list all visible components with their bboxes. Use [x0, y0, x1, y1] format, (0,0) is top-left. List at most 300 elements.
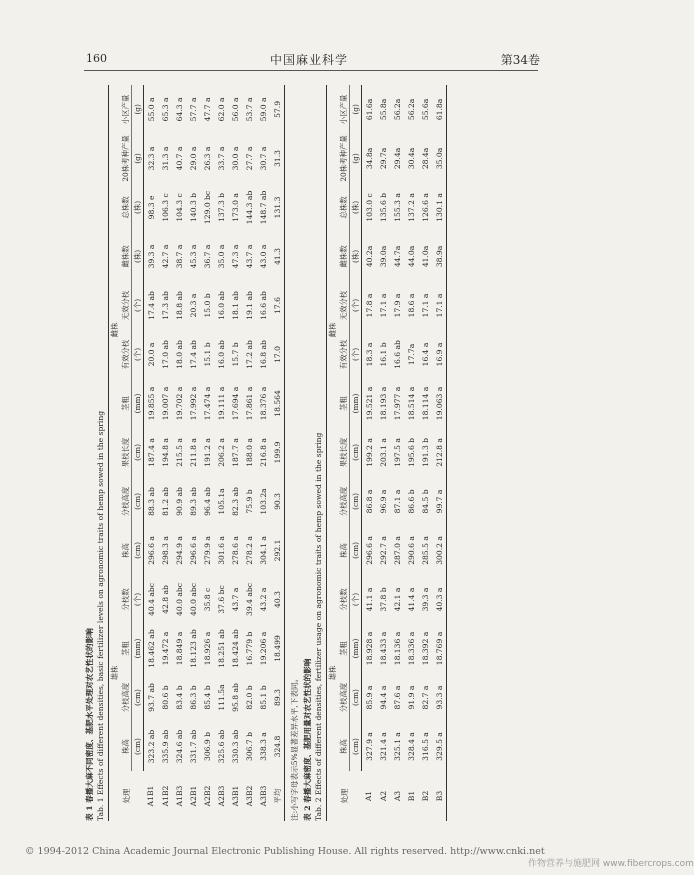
- table2-cell: 56.2a: [406, 98, 416, 121]
- table1-cell: 330.3 ab: [230, 729, 240, 764]
- table1-cell: 148.7 ab: [258, 190, 268, 225]
- table2-cell: 87.1 a: [392, 489, 402, 514]
- table1-cell: 103.2a: [258, 488, 268, 515]
- table1-cell: 17.4 ab: [146, 291, 156, 320]
- table2-col-header: 分枝高度: [338, 477, 350, 526]
- table2-header-row: [338, 85, 350, 821]
- table2-cell: 285.5 a: [420, 536, 430, 565]
- table2-group-female: 雌株: [327, 85, 339, 575]
- table1-cell: A1B2: [160, 785, 170, 807]
- table1-cell: 296.6 a: [188, 536, 198, 565]
- journal-name: 中国麻业科学: [269, 53, 348, 67]
- table2-cell: 34.8a: [364, 147, 374, 170]
- table1-cell: 17.0: [270, 330, 285, 379]
- table1-col-unit: (个): [132, 330, 144, 379]
- table1-group-female: 雌株: [109, 85, 121, 575]
- table1-cell: 131.3: [270, 183, 285, 232]
- table1-cell: 301.6 a: [216, 536, 226, 565]
- table1-cell: 85.1 b: [258, 685, 268, 710]
- table1-col-header: 分枝高度: [120, 477, 132, 526]
- table2-col-unit: (cm): [350, 428, 362, 477]
- table1-cell: 18.8 ab: [174, 291, 184, 320]
- table1-col-header: 小区产量: [120, 85, 132, 134]
- table1-col-unit: (株): [132, 183, 144, 232]
- table1-cell: 32.3 a: [146, 146, 156, 171]
- table2-cell: 91.9 a: [406, 685, 416, 710]
- table2-col-header: 有效分枝: [338, 330, 350, 379]
- table1-cell: A2B1: [188, 785, 198, 807]
- table1-cell: 111.5a: [216, 684, 226, 711]
- table1-cell: A3B3: [258, 785, 268, 807]
- table1-cell: 17.3 ab: [160, 291, 170, 320]
- table2-cell: 290.6 a: [406, 536, 416, 565]
- table2-title-en: Tab. 2 Effects of different densities, fertilizer usage on agronomic traits of hemp sowed in the spring: [314, 432, 323, 821]
- table1-cell: 15.1 b: [202, 342, 212, 367]
- table1-cell: 17.474 a: [202, 386, 212, 421]
- table2-col-header: 小区产量: [338, 85, 350, 134]
- table1-cell: 35.8 c: [202, 587, 212, 612]
- table1-cell: 29.0 a: [188, 146, 198, 171]
- table2-cell: B3: [432, 771, 447, 821]
- table2-col-header: 雌株数: [338, 232, 350, 281]
- table1-col-header: 分枝高度: [120, 673, 132, 722]
- table1-cell: 42.7 a: [160, 244, 170, 269]
- table2-col-header: 茎粗: [338, 624, 350, 673]
- table2-body: [362, 85, 447, 821]
- table1-cell: 57.9: [270, 85, 285, 134]
- table1-row: [186, 85, 200, 821]
- table2-col-header: 分枝高度: [338, 673, 350, 722]
- table2-col-unit: (株): [350, 183, 362, 232]
- table1-cell: 18.424 ab: [230, 629, 240, 668]
- table1-col-header: 无效分枝: [120, 281, 132, 330]
- table2-col-unit: (个): [350, 330, 362, 379]
- table1-cell: 96.4 ab: [202, 487, 212, 516]
- table1-cell: 16.0 ab: [216, 340, 226, 369]
- table1-cell: 306.7 b: [244, 732, 254, 762]
- table2-title-zh: 表 2 春播大麻密度、基肥用量对农艺性状的影响: [303, 658, 312, 821]
- table1-cell: 31.3 a: [160, 146, 170, 171]
- table1-cell: 40.3: [270, 575, 285, 624]
- table1-cell: 104.3 c: [174, 193, 184, 222]
- table1-cell: 18.0 ab: [174, 340, 184, 369]
- table1-row: [144, 85, 159, 821]
- table2-cell: 19.521 a: [364, 386, 374, 421]
- table2-col-unit: (株): [350, 232, 362, 281]
- table1-cell: 16.0 ab: [216, 291, 226, 320]
- table1-cell: 18.849 a: [174, 631, 184, 666]
- table2-cell: A3: [392, 790, 402, 802]
- table1-cell: 278.6 a: [230, 536, 240, 565]
- table1-col-unit: (cm): [132, 477, 144, 526]
- table1-cell: 129.0 bc: [202, 190, 212, 225]
- table2-cell: 41.0a: [420, 245, 430, 268]
- table1-cell: 98.3 e: [146, 195, 156, 220]
- table2-cell: 17.1 a: [420, 293, 430, 318]
- table1-cell: 15.7 b: [230, 342, 240, 367]
- table2-cell: 18.193 a: [378, 386, 388, 421]
- table1-col-unit: (个): [132, 281, 144, 330]
- table2-cell: 17.7a: [406, 343, 416, 366]
- table1-title-zh: 表 1 春播大麻不同密度、基肥水平处理对农艺性状的影响: [85, 628, 94, 821]
- table2-cell: 296.6 a: [364, 536, 374, 565]
- table1-cell: 64.3 a: [174, 97, 184, 122]
- table1-cell: A3B2: [244, 785, 254, 807]
- table1-cell: 18.499: [270, 624, 285, 673]
- table1-col-unit: (株): [132, 232, 144, 281]
- table2-col-header: 20株考种产量: [339, 135, 348, 182]
- table2-cell: 300.2 a: [432, 526, 447, 575]
- table1-cell: 88.3 ab: [146, 487, 156, 516]
- table1-row: [200, 85, 214, 821]
- table1-cell: 40.7 a: [174, 146, 184, 171]
- table2-cell: 321.4 a: [378, 732, 388, 761]
- table1-cell: 90.3: [270, 477, 285, 526]
- table2-cell: 18.392 a: [420, 631, 430, 666]
- table2-cell: 17.977 a: [392, 386, 402, 421]
- table1-cell: 140.3 b: [188, 192, 198, 222]
- table2: [326, 85, 447, 821]
- table2-cell: 82.7 a: [420, 685, 430, 710]
- table1-cell: 43.7 a: [244, 244, 254, 269]
- table1-cell: 278.2 a: [244, 536, 254, 565]
- table1-cell: 331.7 ab: [188, 729, 198, 764]
- table2-col-unit: (cm): [350, 722, 362, 771]
- table2-col-header: 株高: [338, 722, 350, 771]
- table1-cell: 30.7 a: [258, 146, 268, 171]
- table1-cell: 31.3: [270, 134, 285, 183]
- table1-col-header: 株高: [120, 526, 132, 575]
- table1-cell: 17.861 a: [244, 386, 254, 421]
- table1-cell: 18.926 a: [202, 631, 212, 666]
- table2-cell: 86.8 a: [364, 489, 374, 514]
- table1-cell: 40.0 abc: [174, 583, 184, 616]
- table1-cell: 82.0 b: [244, 685, 254, 710]
- table1-row: [270, 85, 285, 821]
- table1-cell: 323.2 ab: [146, 729, 156, 764]
- table2-row: [376, 85, 390, 821]
- page-header: [0, 48, 618, 70]
- table2-cell: 18.769 a: [432, 624, 447, 673]
- table1-cell: 199.9: [270, 428, 285, 477]
- table1-cell: 17.0 ab: [160, 340, 170, 369]
- table1-row: [214, 85, 228, 821]
- table2-cell: 212.8 a: [432, 428, 447, 477]
- table1-cell: 19.1 ab: [244, 291, 254, 320]
- table2-col-unit: (mm): [350, 379, 362, 428]
- table2-cell: 18.114 a: [420, 386, 430, 421]
- table1-cell: 19.007 a: [160, 386, 170, 421]
- table1-row: [158, 85, 172, 821]
- table2-cell: 84.5 b: [420, 489, 430, 514]
- table1-cell: 平均: [270, 771, 285, 821]
- table1-cell: A2B3: [216, 785, 226, 807]
- table1-cell: A1B3: [174, 785, 184, 807]
- table2-cell: 16.1 b: [378, 342, 388, 367]
- table2-col-unit: (个): [350, 575, 362, 624]
- table1-col-unit: (mm): [132, 379, 144, 428]
- table2-cell: 55.8a: [378, 98, 388, 121]
- table2-cell: 56.2a: [392, 98, 402, 121]
- table1-col-unit: (cm): [132, 673, 144, 722]
- table2-row: [404, 85, 418, 821]
- table1: [108, 85, 285, 821]
- header-rule: [84, 70, 538, 71]
- table1-cell: 37.6 bc: [216, 585, 226, 614]
- table2-cell: 17.1 a: [378, 293, 388, 318]
- table2-cell: 30.4a: [406, 147, 416, 170]
- table2-cell: A2: [378, 790, 388, 802]
- table1-cell: 187.4 a: [146, 438, 156, 467]
- table2-cell: 130.1 a: [432, 183, 447, 232]
- table1-cell: 85.4 b: [202, 685, 212, 710]
- table1-unit-row: [132, 85, 144, 821]
- table1-cell: 338.3 a: [258, 732, 268, 761]
- table1-cell: 95.8 ab: [230, 683, 240, 712]
- table2-col-header: 株高: [338, 526, 350, 575]
- table1-cell: 18.564: [270, 379, 285, 428]
- table2-cell: B1: [406, 790, 416, 802]
- table1-cell: 144.3 ab: [244, 190, 254, 225]
- table2-cell: 126.6 a: [420, 193, 430, 222]
- table2-cell: 35.0a: [432, 134, 447, 183]
- table2-group-row: [327, 85, 339, 821]
- table1-cell: 81.2 ab: [160, 487, 170, 516]
- page-number: 160: [86, 52, 107, 65]
- table2-cell: 287.0 a: [392, 536, 402, 565]
- table2-cell: 39.0a: [378, 245, 388, 268]
- table1-cell: 294.9 a: [174, 536, 184, 565]
- table1-col-header: 茎粗: [120, 379, 132, 428]
- table2-cell: 87.6 a: [392, 685, 402, 710]
- table2-cell: 18.3 a: [364, 342, 374, 367]
- table1-row: [172, 85, 186, 821]
- table2-cell: 61.6a: [364, 98, 374, 121]
- table1-group-row: [109, 85, 121, 821]
- table1-cell: 191.2 a: [202, 438, 212, 467]
- table2-row: [418, 85, 432, 821]
- table1-cell: A3B1: [230, 785, 240, 807]
- table1-cell: 93.7 ab: [146, 683, 156, 712]
- table1-cell: 292.1: [270, 526, 285, 575]
- table1-cell: 18.462 ab: [146, 629, 156, 668]
- table1-row: [228, 85, 242, 821]
- table1-cell: 86.3 b: [188, 685, 198, 710]
- table1-cell: 43.0 a: [258, 244, 268, 269]
- table1-cell: 83.4 b: [174, 685, 184, 710]
- table1-cell: 17.4 ab: [188, 340, 198, 369]
- table2-col-unit: (cm): [350, 673, 362, 722]
- table2-cell: 18.336 a: [406, 631, 416, 666]
- table1-cell: 55.0 a: [146, 97, 156, 122]
- table1-cell: 304.1 a: [258, 536, 268, 565]
- table1-cell: 59.0 a: [258, 97, 268, 122]
- table2-cell: 197.5 a: [392, 438, 402, 467]
- table1-cell: 187.7 a: [230, 438, 240, 467]
- table1-cell: 35.0 a: [216, 244, 226, 269]
- table2-cell: 316.5 a: [420, 732, 430, 761]
- table1-cell: 20.0 a: [146, 342, 156, 367]
- table1-body: [144, 85, 285, 821]
- table2-col-header: 果枝长度: [338, 428, 350, 477]
- table1-cell: 40.4 abc: [146, 583, 156, 616]
- table1-cell: 335.9 ab: [160, 729, 170, 764]
- table1-cell: 20.3 a: [188, 293, 198, 318]
- table2-col-header: 无效分枝: [338, 281, 350, 330]
- table2-cell: 18.136 a: [392, 631, 402, 666]
- table1-cell: 19.472 a: [160, 631, 170, 666]
- table2-cell: 329.5 a: [432, 722, 447, 771]
- table2-row: [432, 85, 447, 821]
- table1-cell: 216.8 a: [258, 438, 268, 467]
- table1-col-header: 株高: [120, 722, 132, 771]
- table2-row: [362, 85, 377, 821]
- table1-cell: 137.3 b: [216, 192, 226, 222]
- table2-cell: 93.3 a: [432, 673, 447, 722]
- table1-cell: 173.0 a: [230, 193, 240, 222]
- table2-cell: 328.4 a: [406, 732, 416, 761]
- table1-col-header: 茎粗: [120, 624, 132, 673]
- table2-cell: 199.2 a: [364, 438, 374, 467]
- table1-col-header: 果枝长度: [120, 428, 132, 477]
- table1-col-header: 总株数: [120, 183, 132, 232]
- table1-cell: 89.3 ab: [188, 487, 198, 516]
- table1-cell: 211.8 a: [188, 438, 198, 467]
- table1-cell: 15.0 b: [202, 293, 212, 318]
- table2-cell: 99.7 a: [432, 477, 447, 526]
- table2-cell: 203.1 a: [378, 438, 388, 467]
- table1-col-header: 分枝数: [120, 575, 132, 624]
- table1-cell: 30.0 a: [230, 146, 240, 171]
- table2-cell: 16.9 a: [432, 330, 447, 379]
- table1-cell: 18.1 ab: [230, 291, 240, 320]
- table2-cell: 41.1 a: [364, 587, 374, 612]
- table1-cell: 45.3 a: [188, 244, 198, 269]
- table1-col-unit: (cm): [132, 428, 144, 477]
- table2-cell: 135.6 b: [378, 192, 388, 222]
- table1-cell: 90.9 ab: [174, 487, 184, 516]
- table2-cell: 19.063 a: [432, 379, 447, 428]
- table2-cell: 103.0 c: [364, 193, 374, 222]
- table2-cell: 94.4 a: [378, 685, 388, 710]
- table1-cell: 279.9 a: [202, 536, 212, 565]
- table2-col-unit: (g): [350, 134, 362, 183]
- table1-cell: 106.3 c: [160, 193, 170, 222]
- table2-cell: A1: [364, 790, 374, 802]
- table1-cell: 75.9 b: [244, 489, 254, 514]
- table2-cell: 18.6 a: [406, 293, 416, 318]
- table2-cell: 44.7a: [392, 245, 402, 268]
- table2-cell: 55.6a: [420, 98, 430, 121]
- table1-col-unit: (个): [132, 575, 144, 624]
- table1-cell: 57.7 a: [188, 97, 198, 122]
- table2-col-unit: (cm): [350, 477, 362, 526]
- table1-cell: 27.7 a: [244, 146, 254, 171]
- table1-cell: 16.6 ab: [258, 291, 268, 320]
- table1-cell: 325.6 ab: [216, 729, 226, 764]
- table1-cell: 40.0 abc: [188, 583, 198, 616]
- table1-cell: 18.251 ab: [216, 629, 226, 668]
- table2-cell: 40.2a: [364, 245, 374, 268]
- table2-cell: 86.6 b: [406, 489, 416, 514]
- table1-row: [242, 85, 256, 821]
- table1-col-unit: (g): [132, 85, 144, 134]
- table1-cell: 16.779 b: [244, 631, 254, 666]
- table2-cell: 29.4a: [392, 147, 402, 170]
- table1-cell: 296.6 a: [146, 536, 156, 565]
- table1-col-unit: (cm): [132, 526, 144, 575]
- rotated-tables: [84, 86, 538, 821]
- table1-header-row: [120, 85, 132, 821]
- table1-cell: 41.3: [270, 232, 285, 281]
- table1-cell: 62.0 a: [216, 97, 226, 122]
- table2-cell: 17.1 a: [432, 281, 447, 330]
- table2-cell: B2: [420, 790, 430, 802]
- table1-cell: 39.4 abc: [244, 583, 254, 616]
- table2-cell: 155.3 a: [392, 193, 402, 222]
- table1-cell: 43.2 a: [258, 587, 268, 612]
- copyright-footer: © 1994-2012 China Academic Journal Electronic Publishing House. All rights reserved. http://www.cnki.net: [25, 846, 545, 857]
- table2-col-header: 总株数: [338, 183, 350, 232]
- table1-col-unit: (mm): [132, 624, 144, 673]
- table1-cell: 89.3: [270, 673, 285, 722]
- table1-cell: 39.3 a: [146, 244, 156, 269]
- table1-cell: 43.7 a: [230, 587, 240, 612]
- table1-cell: A2B2: [202, 785, 212, 807]
- table1-cell: 26.3 a: [202, 146, 212, 171]
- table1-cell: 18.123 ab: [188, 629, 198, 668]
- table1-cell: 194.8 a: [160, 438, 170, 467]
- table1-cell: 33.7 a: [216, 146, 226, 171]
- table2-cell: 16.4 a: [420, 342, 430, 367]
- table1-cell: 47.3 a: [230, 244, 240, 269]
- table2-cell: 16.6 ab: [392, 340, 402, 369]
- table1-cell: 19.855 a: [146, 386, 156, 421]
- table2-col-header: 分枝数: [338, 575, 350, 624]
- table1-cell: 36.7 a: [202, 244, 212, 269]
- table2-cell: 327.9 a: [364, 732, 374, 761]
- table1-title-en: Tab. 1 Effects of different densities, basic fertilizer levels on agronomic traits of hemp sowed in the spring: [96, 410, 105, 821]
- table1-col-unit: (g): [132, 134, 144, 183]
- table1-cell: 47.7 a: [202, 97, 212, 122]
- table2-col-header: 茎粗: [338, 379, 350, 428]
- table1-cell: A1B1: [146, 785, 156, 807]
- table2-cell: 39.3 a: [420, 587, 430, 612]
- table1-cell: 306.9 b: [202, 732, 212, 762]
- table1-cell: 17.6: [270, 281, 285, 330]
- watermark: 作物营养与施肥网 www.fibercrops.com: [528, 859, 694, 869]
- table1-cell: 42.8 ab: [160, 585, 170, 614]
- table1-col-treatment: 处理: [109, 771, 144, 821]
- table2-unit-row: [350, 85, 362, 821]
- table1-row: [256, 85, 270, 821]
- table2-cell: 96.9 a: [378, 489, 388, 514]
- table1-cell: 65.3 a: [160, 97, 170, 122]
- table1-cell: 56.0 a: [230, 97, 240, 122]
- table1-cell: 324.8: [270, 722, 285, 771]
- table2-cell: 40.3 a: [432, 575, 447, 624]
- table2-cell: 325.1 a: [392, 732, 402, 761]
- table2-cell: 38.9a: [432, 232, 447, 281]
- table1-cell: 16.8 ab: [258, 340, 268, 369]
- table2-cell: 85.9 a: [364, 685, 374, 710]
- table1-col-unit: (cm): [132, 722, 144, 771]
- table1-cell: 53.7 a: [244, 97, 254, 122]
- table2-col-unit: (cm): [350, 526, 362, 575]
- table1-cell: 19.206 a: [258, 631, 268, 666]
- volume-label: 第34卷: [500, 53, 540, 67]
- table1-cell: 18.376 a: [258, 386, 268, 421]
